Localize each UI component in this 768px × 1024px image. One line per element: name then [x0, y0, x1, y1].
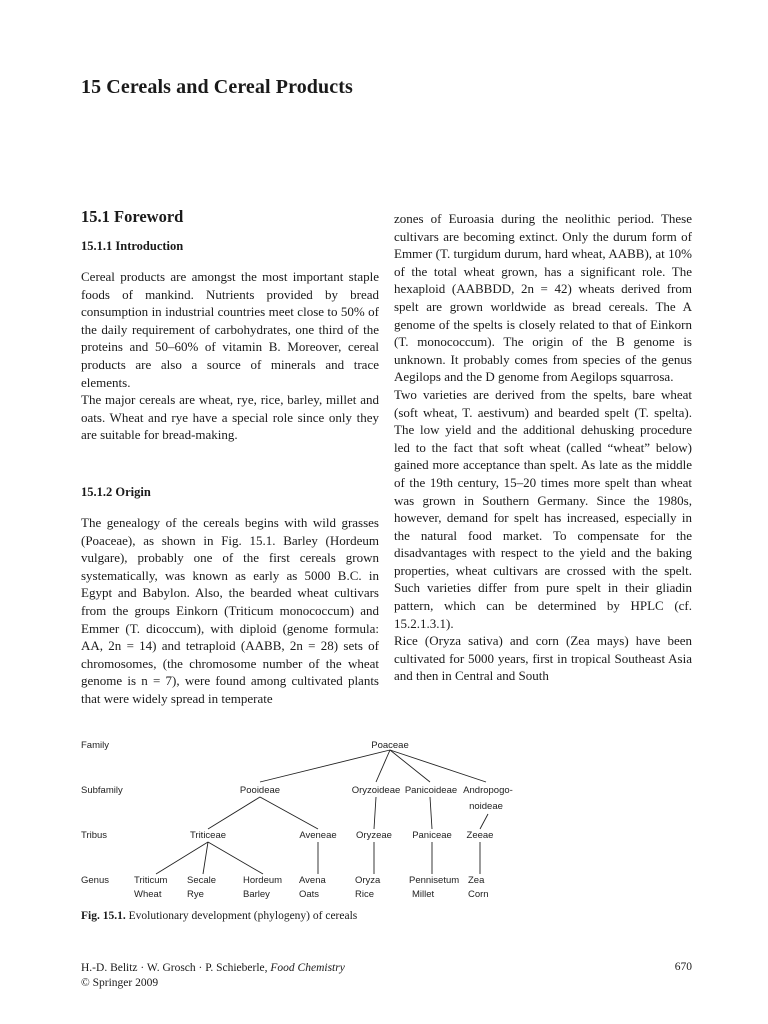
right-paragraph-1: zones of Euroasia during the neolithic period. These cultivars are becoming extinct. Only the durum form of Emmer (T. turgidum durum, hard wheat, AABB), at 10% of the total wheat grown, has a significant role. The hexaploid (AABBDD, 2n = 42) wheats derived from spelt are grown worldwide as bread cereals. The A genome of the spelts is closely related to that of Einkorn (T. monococcum). The origin of the B genome is unknown. It probably comes from species of the genus Aegilops and the D genome from Aegilops squarrosa. [394, 211, 692, 385]
footer-citation [81, 961, 345, 991]
footer-copyright: © Springer 2009 [81, 977, 159, 989]
node-pooideae: Pooideae [239, 785, 281, 796]
phylogeny-figure [78, 732, 558, 909]
node-oryzoideae: Oryzoideae [351, 785, 401, 796]
node-zeeae: Zeeae [466, 830, 494, 841]
right-column [394, 210, 692, 685]
caption-text: Evolutionary development (phylogeny) of cereals [128, 910, 358, 922]
level-label-genus: Genus [81, 875, 109, 886]
common-oats: Oats [299, 889, 320, 900]
common-corn: Corn [468, 889, 489, 900]
tree-lines [156, 750, 488, 874]
footer-book-title: Food Chemistry [270, 962, 345, 974]
node-aveneae: Aveneae [299, 830, 337, 841]
node-paniceae: Paniceae [412, 830, 452, 841]
subsection-title-introduction: 15.1.1 Introduction [81, 239, 184, 253]
common-rice: Rice [355, 889, 375, 900]
genus-avena: Avena [299, 875, 326, 886]
footer-authors: H.-D. Belitz · W. Grosch · P. Schieberle, [81, 962, 271, 974]
figure-caption [81, 910, 357, 922]
genus-zea: Zea [468, 875, 485, 886]
caption-label: Fig. 15.1. [81, 910, 126, 922]
node-poaceae: Poaceae [371, 740, 409, 751]
section-title-foreword: 15.1 Foreword [81, 207, 184, 226]
genus-hordeum: Hordeum [243, 875, 283, 886]
page-number: 670 [674, 961, 692, 973]
intro-paragraph-1: Cereal products are amongst the most important staple foods of mankind. Nutrients provided by bread consumption in industrial countries meet close to 50% of the daily requirement of carbohydrates, one third of the proteins and 50–60% of vitamin B. Moreover, cereal products are also a source of minerals and trace elements. [81, 269, 379, 390]
left-column [81, 206, 379, 707]
genus-secale: Secale [187, 875, 217, 886]
subsection-title-origin: 15.1.2 Origin [81, 484, 151, 499]
level-label-subfamily: Subfamily [81, 785, 123, 796]
phylogeny-tree [78, 732, 558, 904]
level-label-family: Family [81, 740, 109, 751]
level-label-tribus: Tribus [81, 830, 108, 841]
right-paragraph-3: Rice (Oryza sativa) and corn (Zea mays) have been cultivated for 5000 years, first in tropical Southeast Asia and then in Central and South [394, 633, 692, 684]
node-andropogonoideae-line1: Andropogo- [463, 785, 513, 796]
genus-pennisetum: Pennisetum [409, 875, 460, 886]
common-wheat: Wheat [134, 889, 162, 900]
common-rye: Rye [187, 889, 204, 900]
node-andropogonoideae-line2: noideae [469, 801, 503, 812]
genus-triticum: Triticum [134, 875, 168, 886]
common-barley: Barley [243, 889, 270, 900]
node-triticeae: Triticeae [189, 830, 227, 841]
intro-paragraph-2: The major cereals are wheat, rye, rice, barley, millet and oats. Wheat and rye have a special role since only they are suitable for bread-making. [81, 392, 379, 443]
node-panicoideae: Panicoideae [404, 785, 458, 796]
common-millet: Millet [412, 889, 435, 900]
genus-oryza: Oryza [355, 875, 381, 886]
right-paragraph-2: Two varieties are derived from the spelts, bare wheat (soft wheat, T. aestivum) and bearded spelt (T. spelta). The low yield and the additional dehusking procedure led to the fact that soft wheat (called “wheat” below) gained more acceptance than spelt. As late as the middle of the 19th century, 15–20 times more spelt than wheat was grown in Southern Germany. Since the 1980s, however, demand for spelt has increased, especially in the natural food market. To compensate for the disadvantages with respect to the yield and the baking properties, wheat cultivars are crossed with the spelt. Such varieties differ from pure spelt in their gliadin pattern, which can be determined by HPLC (cf. 15.2.1.3.1). [394, 386, 692, 631]
origin-paragraph: The genealogy of the cereals begins with wild grasses (Poaceae), as shown in Fig. 15.1. Barley (Hordeum vulgare), probably one of the first cereals grown systematically, was known as early as 5000 B.C. in Egypt and Babylon. Also, the bearded wheat cultivars from the groups Einkorn (Triticum monococcum) and Emmer (T. dicoccum), with diploid (genome formula: AA, 2n = 14) and tetraploid (AABB, 2n = 28) sets of chromosomes, (the chromosome number of the wheat genome is n = 7), were found among cultivated plants that were widely spread in temperate [81, 514, 379, 706]
node-oryzeae: Oryzeae [356, 830, 392, 841]
chapter-title: 15 Cereals and Cereal Products [81, 76, 353, 98]
